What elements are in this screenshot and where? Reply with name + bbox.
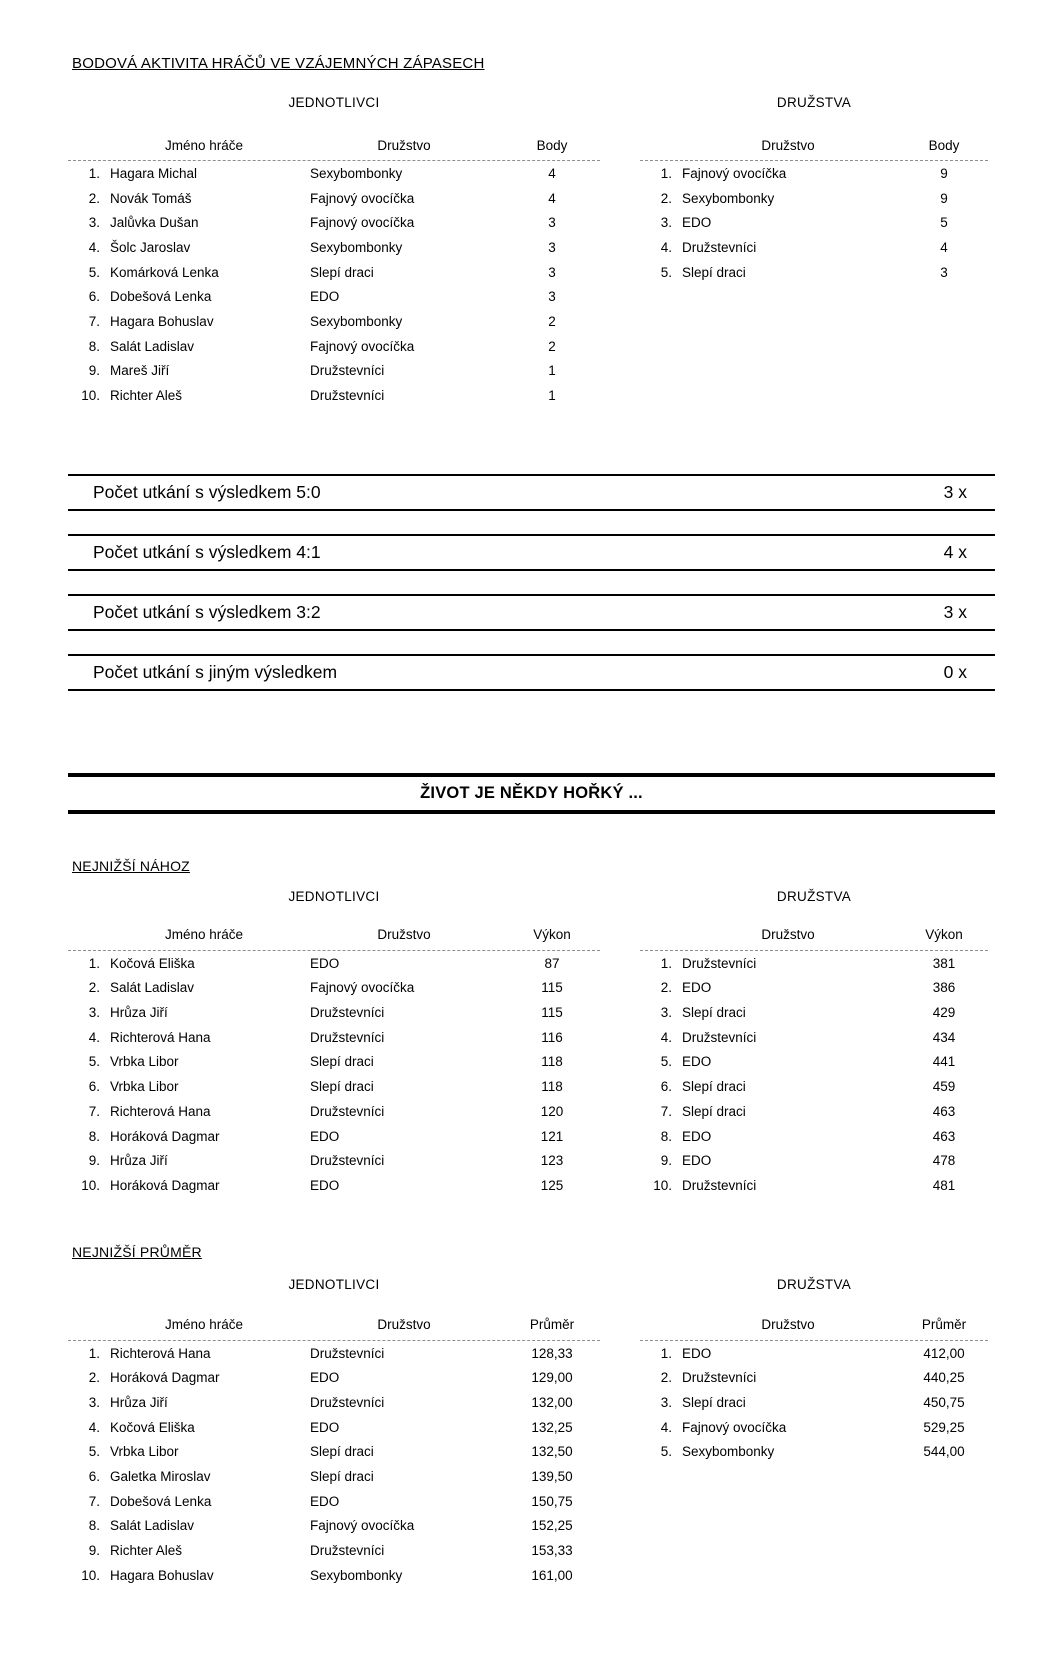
table-row xyxy=(68,1074,600,1099)
cell-rank: 3. xyxy=(88,1005,100,1021)
cell-team: EDO xyxy=(682,980,712,996)
cell-rank: 7. xyxy=(88,1493,100,1509)
table-row xyxy=(68,309,600,334)
table-caption: JEDNOTLIVCI xyxy=(288,1276,380,1292)
cell-value: 440,25 xyxy=(923,1370,965,1386)
cell-rank: 8. xyxy=(88,338,100,354)
cell-name: Hagara Michal xyxy=(110,165,198,181)
cell-name: Hagara Bohuslav xyxy=(110,1567,214,1583)
cell-name: Horáková Dagmar xyxy=(110,1177,220,1193)
table-row xyxy=(640,1440,988,1465)
table-row xyxy=(640,161,988,186)
cell-rank: 7. xyxy=(660,1103,672,1119)
table-row xyxy=(68,1050,600,1075)
cell-value: 128,33 xyxy=(531,1345,573,1361)
cell-value: 5 xyxy=(940,215,948,231)
table-caption: DRUŽSTVA xyxy=(776,1276,852,1292)
cell-rank: 9. xyxy=(88,1153,100,1169)
cell-team: Slepí draci xyxy=(682,1394,746,1410)
table-header-row xyxy=(68,920,600,951)
cell-team: Sexybombonky xyxy=(310,1567,403,1583)
lowest-score-individuals-table xyxy=(68,890,600,1198)
cell-value: 3 xyxy=(940,264,948,280)
cell-name: Hagara Bohuslav xyxy=(110,313,214,329)
header-team: Družstvo xyxy=(377,927,431,943)
table-row xyxy=(68,951,600,976)
cell-value: 118 xyxy=(541,1054,563,1070)
cell-name: Komárková Lenka xyxy=(110,264,219,280)
cell-team: Slepí draci xyxy=(310,1054,374,1070)
cell-team: Družstevníci xyxy=(682,1029,757,1045)
cell-rank: 5. xyxy=(660,1444,672,1460)
header-value: Průměr xyxy=(529,1317,575,1333)
cell-name: Salát Ladislav xyxy=(110,1518,195,1534)
banner-text: ŽIVOT JE NĚKDY HOŘKÝ ... xyxy=(420,783,643,802)
cell-value: 87 xyxy=(544,955,560,971)
cell-rank: 8. xyxy=(88,1518,100,1534)
cell-value: 441 xyxy=(932,1054,956,1070)
cell-value: 1 xyxy=(548,388,556,404)
cell-team: Sexybombonky xyxy=(310,313,403,329)
table-row xyxy=(68,334,600,359)
match-count-label: Počet utkání s výsledkem 5:0 xyxy=(93,481,321,502)
lowest-average-individuals-table xyxy=(68,1278,600,1588)
cell-team: Družstevníci xyxy=(310,1394,385,1410)
lowest-score-teams-table xyxy=(640,890,988,1198)
cell-name: Salát Ladislav xyxy=(110,338,195,354)
table-row xyxy=(68,1341,600,1366)
match-count-label: Počet utkání s výsledkem 4:1 xyxy=(93,541,321,562)
cell-rank: 5. xyxy=(660,1054,672,1070)
table-row xyxy=(68,1514,600,1539)
table-row xyxy=(68,235,600,260)
cell-rank: 1. xyxy=(88,955,100,971)
cell-rank: 1. xyxy=(660,1345,672,1361)
cell-team: Družstevníci xyxy=(310,1103,385,1119)
cell-value: 4 xyxy=(548,165,556,181)
cell-value: 132,00 xyxy=(531,1394,573,1410)
cell-name: Vrbka Libor xyxy=(110,1054,179,1070)
cell-value: 9 xyxy=(940,165,948,181)
cell-team: Družstevníci xyxy=(310,1153,385,1169)
table-header-row xyxy=(640,920,988,951)
cell-team: EDO xyxy=(682,1345,712,1361)
cell-rank: 6. xyxy=(88,289,100,305)
cell-team: Sexybombonky xyxy=(682,190,775,206)
header-team: Družstvo xyxy=(377,1317,431,1333)
table-row xyxy=(68,1390,600,1415)
cell-rank: 6. xyxy=(88,1079,100,1095)
table-header-row xyxy=(68,130,600,161)
table-header-row xyxy=(640,130,988,161)
cell-team: Družstevníci xyxy=(310,388,385,404)
cell-rank: 4. xyxy=(660,239,672,255)
cell-team: Slepí draci xyxy=(682,1005,746,1021)
cell-name: Dobešová Lenka xyxy=(110,289,212,305)
cell-team: Fajnový ovocíčka xyxy=(682,165,787,181)
table-row xyxy=(68,1489,600,1514)
cell-team: Družstevníci xyxy=(310,1029,385,1045)
cell-value: 412,00 xyxy=(923,1345,965,1361)
cell-value: 161,00 xyxy=(531,1567,573,1583)
header-value: Body xyxy=(928,137,960,153)
lowest-average-teams-table xyxy=(640,1278,988,1464)
cell-value: 152,25 xyxy=(531,1518,573,1534)
table-body xyxy=(640,951,988,1198)
cell-rank: 9. xyxy=(88,1543,100,1559)
cell-team: Slepí draci xyxy=(310,264,374,280)
cell-rank: 7. xyxy=(88,313,100,329)
header-team: Družstvo xyxy=(761,927,815,943)
cell-team: EDO xyxy=(682,1153,712,1169)
cell-team: Družstevníci xyxy=(682,239,757,255)
table-body xyxy=(68,1341,600,1588)
cell-value: 3 xyxy=(548,289,556,305)
cell-value: 125 xyxy=(540,1177,564,1193)
cell-team: Sexybombonky xyxy=(310,165,403,181)
table-row xyxy=(640,976,988,1001)
table-row xyxy=(68,1365,600,1390)
table-row xyxy=(640,1074,988,1099)
table-header-row xyxy=(640,1310,988,1341)
cell-rank: 4. xyxy=(660,1029,672,1045)
cell-rank: 4. xyxy=(660,1419,672,1435)
table-row xyxy=(68,1124,600,1149)
cell-name: Kočová Eliška xyxy=(110,1419,195,1435)
cell-rank: 3. xyxy=(88,1394,100,1410)
cell-rank: 9. xyxy=(88,363,100,379)
header-player: Jméno hráče xyxy=(164,927,244,943)
cell-value: 9 xyxy=(940,190,948,206)
cell-team: EDO xyxy=(310,1128,340,1144)
cell-team: EDO xyxy=(310,955,340,971)
cell-value: 4 xyxy=(548,190,556,206)
cell-value: 115 xyxy=(541,980,563,996)
cell-value: 139,50 xyxy=(531,1469,573,1485)
table-row xyxy=(68,186,600,211)
table-row xyxy=(640,1000,988,1025)
cell-name: Šolc Jaroslav xyxy=(110,239,191,255)
cell-rank: 4. xyxy=(88,1029,100,1045)
cell-name: Galetka Miroslav xyxy=(110,1469,211,1485)
cell-value: 459 xyxy=(932,1079,956,1095)
cell-value: 463 xyxy=(932,1128,956,1144)
table-row xyxy=(640,951,988,976)
table-row xyxy=(68,210,600,235)
table-row xyxy=(640,1365,988,1390)
cell-team: Sexybombonky xyxy=(310,239,403,255)
lowest-average-section xyxy=(68,1278,995,1588)
cell-team: EDO xyxy=(310,1493,340,1509)
match-count-box xyxy=(68,474,995,511)
table-row xyxy=(68,1148,600,1173)
cell-rank: 6. xyxy=(88,1469,100,1485)
cell-rank: 10. xyxy=(653,1177,672,1193)
table-body xyxy=(68,161,600,408)
cell-rank: 4. xyxy=(88,239,100,255)
table-row xyxy=(68,1000,600,1025)
cell-value: 2 xyxy=(548,338,556,354)
cell-team: Fajnový ovocíčka xyxy=(682,1419,787,1435)
cell-team: Družstevníci xyxy=(310,1005,385,1021)
cell-value: 3 xyxy=(548,215,556,231)
cell-name: Horáková Dagmar xyxy=(110,1128,220,1144)
cell-team: Sexybombonky xyxy=(682,1444,775,1460)
cell-value: 2 xyxy=(548,313,556,329)
cell-name: Vrbka Libor xyxy=(110,1079,179,1095)
table-body xyxy=(640,1341,988,1464)
table-header-row xyxy=(68,1310,600,1341)
points-individuals-table xyxy=(68,96,600,408)
cell-rank: 1. xyxy=(660,165,672,181)
cell-rank: 10. xyxy=(81,1177,100,1193)
cell-team: EDO xyxy=(682,1054,712,1070)
table-row xyxy=(68,1563,600,1588)
cell-team: Fajnový ovocíčka xyxy=(310,190,415,206)
header-value: Body xyxy=(536,137,568,153)
table-row xyxy=(640,1341,988,1366)
table-row xyxy=(68,260,600,285)
header-value: Průměr xyxy=(921,1317,967,1333)
cell-rank: 5. xyxy=(88,264,100,280)
cell-rank: 3. xyxy=(660,215,672,231)
cell-team: EDO xyxy=(682,215,712,231)
table-row xyxy=(68,1464,600,1489)
table-body xyxy=(640,161,988,284)
cell-rank: 3. xyxy=(660,1005,672,1021)
cell-value: 132,50 xyxy=(531,1444,573,1460)
table-row xyxy=(68,359,600,384)
cell-name: Hrůza Jiří xyxy=(110,1394,168,1410)
cell-team: Fajnový ovocíčka xyxy=(310,215,415,231)
cell-value: 544,00 xyxy=(923,1444,965,1460)
header-team: Družstvo xyxy=(761,137,815,153)
cell-rank: 1. xyxy=(88,1345,100,1361)
cell-value: 381 xyxy=(932,955,956,971)
cell-team: Fajnový ovocíčka xyxy=(310,980,415,996)
cell-rank: 8. xyxy=(660,1128,672,1144)
cell-team: Fajnový ovocíčka xyxy=(310,338,415,354)
lowest-average-heading: NEJNIŽŠÍ PRŮMĚR xyxy=(72,1243,202,1260)
cell-rank: 2. xyxy=(88,1370,100,1386)
cell-rank: 2. xyxy=(88,980,100,996)
cell-name: Vrbka Libor xyxy=(110,1444,179,1460)
lowest-score-section xyxy=(68,890,995,1198)
cell-name: Richter Aleš xyxy=(110,388,183,404)
table-row xyxy=(640,210,988,235)
cell-name: Salát Ladislav xyxy=(110,980,195,996)
header-team: Družstvo xyxy=(377,137,431,153)
cell-rank: 4. xyxy=(88,1419,100,1435)
match-count-boxes xyxy=(0,474,1063,691)
table-row xyxy=(68,383,600,408)
table-row xyxy=(640,1124,988,1149)
table-row xyxy=(640,1173,988,1198)
cell-name: Hrůza Jiří xyxy=(110,1005,168,1021)
table-caption: DRUŽSTVA xyxy=(776,888,852,904)
cell-rank: 2. xyxy=(660,980,672,996)
cell-team: Slepí draci xyxy=(310,1444,374,1460)
cell-rank: 9. xyxy=(660,1153,672,1169)
cell-team: Družstevníci xyxy=(310,1345,385,1361)
table-row xyxy=(640,1148,988,1173)
cell-value: 3 xyxy=(548,264,556,280)
cell-value: 4 xyxy=(940,239,948,255)
cell-value: 123 xyxy=(540,1153,564,1169)
cell-rank: 8. xyxy=(88,1128,100,1144)
cell-rank: 5. xyxy=(660,264,672,280)
table-row xyxy=(68,1025,600,1050)
cell-name: Horáková Dagmar xyxy=(110,1370,220,1386)
cell-rank: 5. xyxy=(88,1444,100,1460)
cell-team: EDO xyxy=(310,1419,340,1435)
cell-team: Družstevníci xyxy=(310,363,385,379)
cell-rank: 3. xyxy=(88,215,100,231)
table-body xyxy=(68,951,600,1198)
match-count-value: 3 x xyxy=(943,601,967,622)
match-count-value: 0 x xyxy=(943,661,967,682)
cell-name: Mareš Jiří xyxy=(110,363,170,379)
header-player: Jméno hráče xyxy=(164,1317,244,1333)
cell-value: 450,75 xyxy=(923,1394,965,1410)
table-row xyxy=(68,1415,600,1440)
cell-name: Hrůza Jiří xyxy=(110,1153,168,1169)
cell-value: 529,25 xyxy=(923,1419,965,1435)
cell-team: EDO xyxy=(310,289,340,305)
cell-name: Novák Tomáš xyxy=(110,190,192,206)
header-player: Jméno hráče xyxy=(164,137,244,153)
table-row xyxy=(640,1025,988,1050)
lowest-score-heading: NEJNIŽŠÍ NÁHOZ xyxy=(72,857,190,874)
table-row xyxy=(68,1173,600,1198)
cell-value: 115 xyxy=(541,1005,563,1021)
cell-team: Fajnový ovocíčka xyxy=(310,1518,415,1534)
table-row xyxy=(68,976,600,1001)
cell-value: 429 xyxy=(932,1005,956,1021)
cell-name: Dobešová Lenka xyxy=(110,1493,212,1509)
header-value: Výkon xyxy=(925,927,963,943)
cell-team: EDO xyxy=(310,1177,340,1193)
cell-value: 481 xyxy=(932,1177,956,1193)
cell-rank: 10. xyxy=(81,388,100,404)
header-team: Družstvo xyxy=(761,1317,815,1333)
cell-value: 150,75 xyxy=(531,1493,573,1509)
cell-value: 386 xyxy=(932,980,956,996)
cell-team: Slepí draci xyxy=(682,264,746,280)
cell-value: 463 xyxy=(932,1103,956,1119)
table-row xyxy=(640,1050,988,1075)
match-count-box xyxy=(68,594,995,631)
cell-value: 116 xyxy=(541,1029,563,1045)
match-count-value: 3 x xyxy=(943,481,967,502)
points-teams-table xyxy=(640,96,988,284)
cell-rank: 2. xyxy=(88,190,100,206)
cell-team: Družstevníci xyxy=(682,1370,757,1386)
cell-value: 129,00 xyxy=(531,1370,573,1386)
table-row xyxy=(640,1099,988,1124)
header-value: Výkon xyxy=(533,927,571,943)
cell-value: 3 xyxy=(548,239,556,255)
cell-rank: 2. xyxy=(660,190,672,206)
match-count-box xyxy=(68,534,995,571)
cell-rank: 1. xyxy=(660,955,672,971)
cell-value: 121 xyxy=(540,1128,564,1144)
cell-team: EDO xyxy=(310,1370,340,1386)
table-row xyxy=(640,1415,988,1440)
match-count-label: Počet utkání s jiným výsledkem xyxy=(93,661,338,682)
table-row xyxy=(68,1099,600,1124)
cell-rank: 3. xyxy=(660,1394,672,1410)
cell-team: Slepí draci xyxy=(310,1469,374,1485)
table-row xyxy=(640,235,988,260)
table-caption: DRUŽSTVA xyxy=(776,95,852,110)
cell-value: 478 xyxy=(932,1153,956,1169)
cell-team: Družstevníci xyxy=(682,955,757,971)
table-caption: JEDNOTLIVCI xyxy=(288,888,380,904)
cell-name: Richterová Hana xyxy=(110,1103,211,1119)
cell-name: Jalůvka Dušan xyxy=(110,215,199,231)
cell-team: Slepí draci xyxy=(310,1079,374,1095)
table-row xyxy=(68,284,600,309)
match-count-box xyxy=(68,654,995,691)
table-caption: JEDNOTLIVCI xyxy=(288,95,380,110)
cell-value: 434 xyxy=(932,1029,956,1045)
match-count-label: Počet utkání s výsledkem 3:2 xyxy=(93,601,321,622)
table-row xyxy=(68,1440,600,1465)
cell-rank: 10. xyxy=(81,1567,100,1583)
page-title: BODOVÁ AKTIVITA HRÁČŮ VE VZÁJEMNÝCH ZÁPASECH xyxy=(72,55,485,72)
table-row xyxy=(640,186,988,211)
cell-name: Kočová Eliška xyxy=(110,955,195,971)
cell-value: 120 xyxy=(540,1103,564,1119)
table-row xyxy=(68,1538,600,1563)
cell-rank: 6. xyxy=(660,1079,672,1095)
cell-value: 132,25 xyxy=(531,1419,573,1435)
cell-name: Richter Aleš xyxy=(110,1543,183,1559)
cell-rank: 5. xyxy=(88,1054,100,1070)
cell-name: Richterová Hana xyxy=(110,1345,211,1361)
cell-value: 118 xyxy=(541,1079,563,1095)
cell-name: Richterová Hana xyxy=(110,1029,211,1045)
cell-rank: 2. xyxy=(660,1370,672,1386)
match-count-value: 4 x xyxy=(943,541,967,562)
cell-team: Družstevníci xyxy=(310,1543,385,1559)
cell-team: Slepí draci xyxy=(682,1103,746,1119)
table-row xyxy=(640,260,988,285)
cell-team: Družstevníci xyxy=(682,1177,757,1193)
points-activity-section xyxy=(68,96,995,408)
cell-value: 153,33 xyxy=(531,1543,573,1559)
section-banner xyxy=(68,773,995,814)
cell-team: EDO xyxy=(682,1128,712,1144)
table-row xyxy=(640,1390,988,1415)
cell-rank: 7. xyxy=(88,1103,100,1119)
cell-rank: 1. xyxy=(88,165,100,181)
cell-team: Slepí draci xyxy=(682,1079,746,1095)
cell-value: 1 xyxy=(548,363,556,379)
table-row xyxy=(68,161,600,186)
